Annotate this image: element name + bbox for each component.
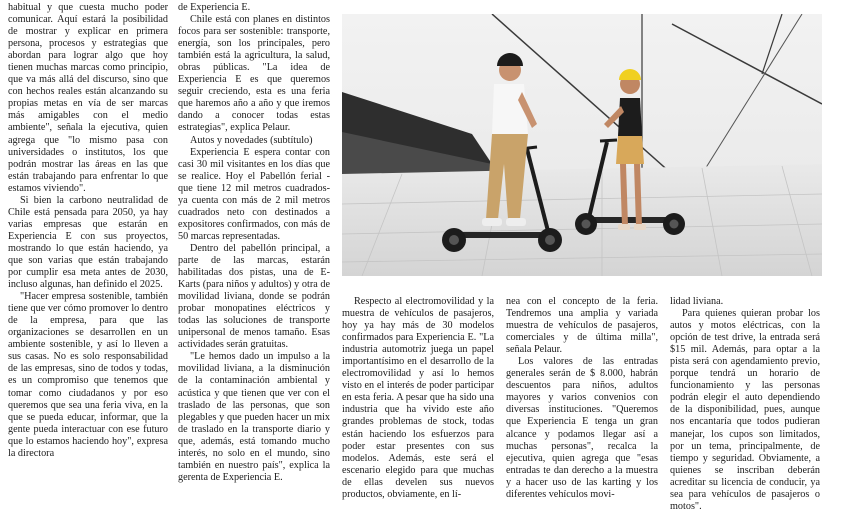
paragraph: Los valores de las entradas generales serán de $ 8.000, habrán descuentos para niños, adultos mayores y varios convenios con diversas instituciones. "Queremos que Experiencia E tenga un gran alcance y podamos llegar así a muchas personas", recalca la ejecutiva, quien agrega que "esas entradas te dan derecho a la muestra y a hacer uso de las karting y los diferentes vehículos movi-	[506, 356, 658, 500]
paragraph: "Hacer empresa sostenible, también tiene que ver cómo promover lo dentro de la empresa, para que las organizaciones se desarrollen en un ambiente sostenible, y así lo lleven a sus casas. No es solo responsabilidad de las empresas, sino de todos y todas, es un compromiso que tenemos que tomar como ciudadanos y por eso queremos que sea una feria viva, en la que se pueda educar, informar, que la gente pueda interactuar con ese futuro que lo estamos haciendo hoy", expresa la directora	[8, 291, 168, 459]
subheading: Autos y novedades (subtítulo)	[190, 134, 313, 146]
paragraph: nea con el concepto de la feria. Tendremos una amplia y variada muestra de vehículos de pasajeros, comerciales y de última milla", señala Pelaur.	[506, 296, 658, 356]
photo-illustration	[342, 14, 822, 276]
article-column-5	[670, 296, 820, 510]
paragraph: de Experiencia E.	[178, 2, 251, 13]
paragraph: Experiencia E espera contar con casi 30 mil visitantes en los días que se realice. Hoy el Pabellón ferial -que tiene 12 mil metros cuadrados- ya cuenta con más de 2 mil metros cuadrados neto con destinados a expositores confirmados, con más de 50 marcas representadas.	[178, 146, 330, 242]
paragraph: "Le hemos dado un impulso a la movilidad liviana, a la disminución de la contaminación ambiental y acústica y que tienen que ver con el traslado de las personas, que son plegables y que pueden hacer un mix de traslado en la transporte diario y que, además, está tomando mucho interés, no solo en el mundo, sino también en nuestro país", explica la gerenta de Experiencia E.	[178, 351, 330, 483]
paragraph: habitual y que cuesta mucho poder comunicar. Aquí estará la posibilidad de mostrar y explicar en primera persona, procesos y estrategias que abordan para lograr algo que hoy tienen muchas marcas como principio, que va más allá del discurso, sino que con hechos reales están alcanzando su propias metas en vía de ser marcas más amigables con el medio ambiente", señala la ejecutiva, quien agrega que "lo mismo pasa con universidades o institutos, los que podrán mostrar las áreas en las que están trabajando para enfrentar lo que estamos viviendo".	[8, 2, 168, 194]
article-column-2	[178, 2, 330, 510]
article-column-1	[8, 2, 168, 510]
paragraph: Chile está con planes en distintos focos para ser sostenible: transporte, energía, son los principales, pero también está la agricultura, la salud, obras públicas. "La idea de Experiencia E es que queremos seguir creciendo, esta es una feria que haremos año a año y que iremos dando a conocer todas estas estrategias", explica Pelaur.	[178, 14, 330, 134]
paragraph: Si bien la carbono neutralidad de Chile está pensada para 2050, ya hay varias empresas que estarán en Experiencia E con sus proyectos, mostrando lo que están haciendo, ya que son varias que están trabajando por cumplir esa meta antes de 2030, incluso algunas, han definido el 2025.	[8, 194, 168, 291]
paragraph: lidad liviana.	[670, 296, 724, 307]
paragraph: Para quienes quieran probar los autos y motos eléctricas, con la opción de test drive, la entrada será $15 mil. Además, para optar a la pista será con agendamiento previo, porque tendrá un horario de funcionamiento y las personas podrán elegir el auto dependiendo de la disponibilidad, pues, aunque nos encantaría que todos pudieran manejar, los cupos son limitados, por un tema, principalmente, de tiempo y seguridad. Obviamente, a quienes se inscriban deberán acreditar su licencia de conducir, ya sea para vehículos de pasajeros o motos".	[670, 308, 820, 510]
paragraph: Dentro del pabellón principal, a parte de las marcas, estarán habilitadas dos pistas, una de E-Karts (para niños y adultos) y otra de movilidad liviana, donde se podrán probar monopatines eléctricos y todas las soluciones de transporte unipersonal de menos tamaño. Esas actividades serán gratuitas.	[178, 242, 330, 351]
scooters-photo	[342, 14, 822, 276]
article-column-3	[342, 296, 494, 510]
article-column-4	[506, 296, 658, 510]
paragraph: Respecto al electromovilidad y la muestra de vehículos de pasajeros, hoy ya hay más de 30 modelos confirmados para Experiencia E. "La industria automotriz juega un papel importantísimo en el desarrollo de la electromovilidad y así lo hemos visto en el interés de poder participar en esta feria. A pesar que ha sido una industria que ha vivido este año grandes problemas de stock, todas están haciendo los esfuerzos para poder estar presentes con sus modelos. Además, este será el escenario elegido para que muchas de ellas develen sus nuevos productos, obviamente, en lí-	[342, 296, 494, 500]
